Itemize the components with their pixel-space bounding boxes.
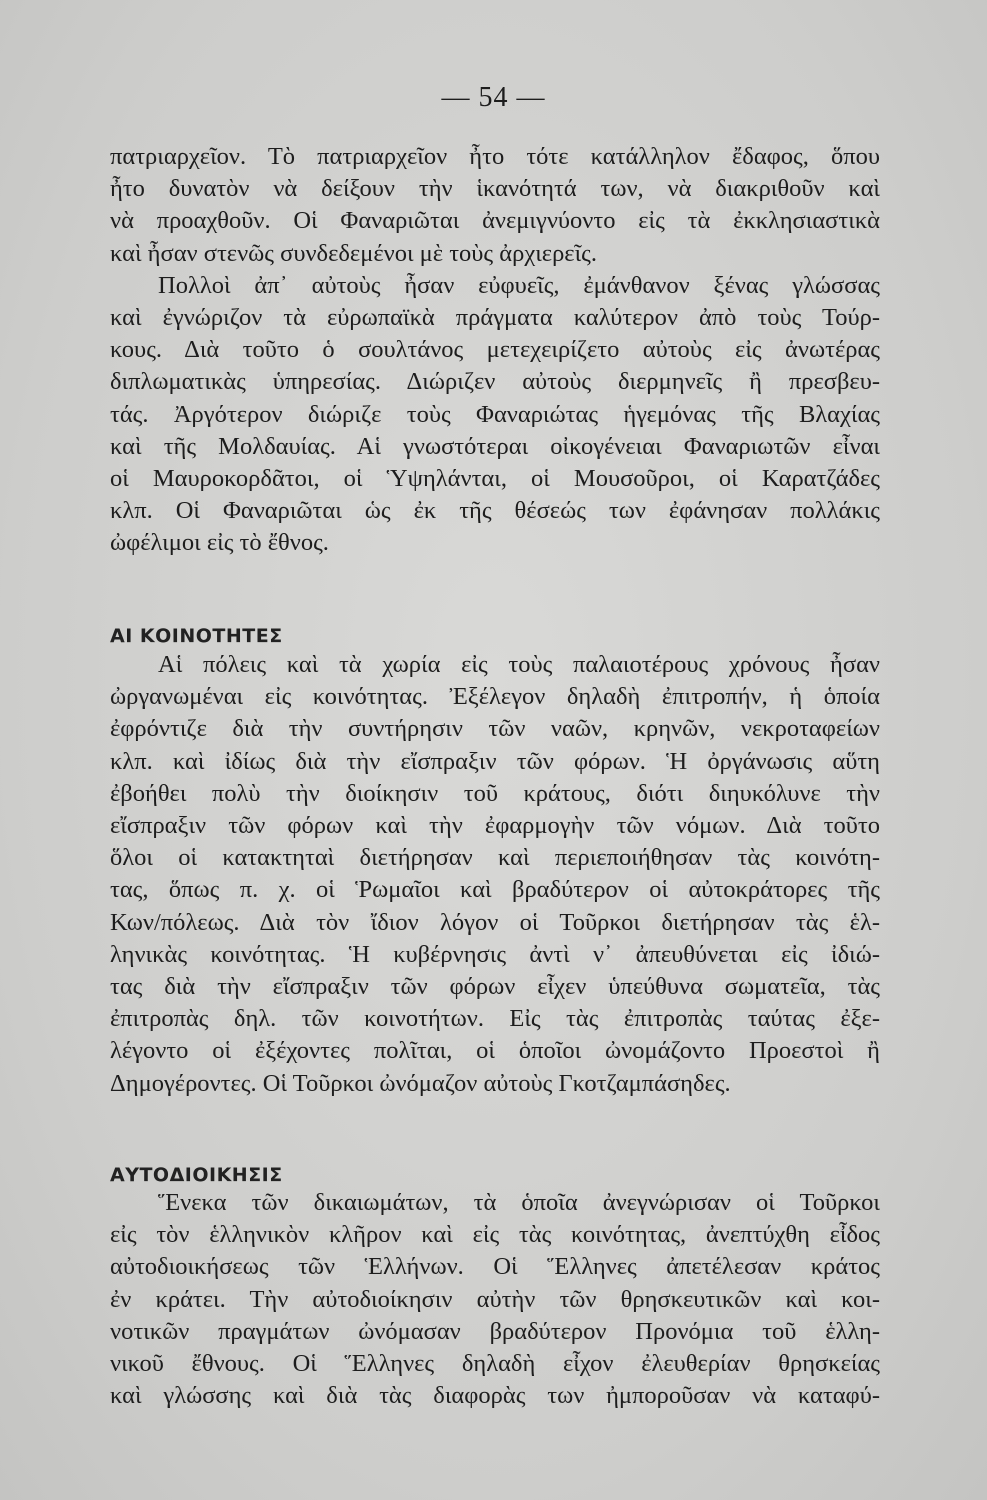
text-line: νικοῦ ἔθνους. Οἱ Ἕλληνες δηλαδὴ εἶχον ἐλευθερίαν θρησκείας	[110, 1350, 880, 1378]
paragraphs-self-government	[110, 1187, 880, 1412]
paragraphs-communities	[110, 649, 880, 1100]
text-line: ἐπιτροπὰς δηλ. τῶν κοινοτήτων. Εἰς τὰς ἐπιτροπὰς ταύτας ἐξε-	[110, 1005, 880, 1033]
text-line: ὠργανωμέναι εἰς κοινότητας. Ἐξέλεγον δηλαδὴ ἐπιτροπήν, ἡ ὁποία	[110, 683, 880, 711]
text-line: τας διὰ τὴν εἴσπραξιν τῶν φόρων εἶχεν ὑπεύθυνα σωματεῖα, τὰς	[110, 973, 880, 1001]
text-line: Πολλοὶ ἀπ᾽ αὐτοὺς ἦσαν εὐφυεῖς, ἐμάνθανον ξένας γλώσσας	[158, 271, 880, 299]
text-line: ὠφέλιμοι εἰς τὸ ἔθνος.	[110, 529, 329, 557]
text-line: ἦτο δυνατὸν νὰ δείξουν τὴν ἱκανότητά των, νὰ διακριθοῦν καὶ	[110, 175, 880, 203]
text-line: εἰς τὸν ἑλληνικὸν κλῆρον καὶ εἰς τὰς κοινότητας, ἀνεπτύχθη εἶδος	[110, 1221, 880, 1249]
text-line: καὶ γλώσσης καὶ διὰ τὰς διαφορὰς των ἠμποροῦσαν νὰ καταφύ-	[110, 1382, 880, 1410]
text-line: τας, ὅπως π. χ. οἱ Ῥωμαῖοι καὶ βραδύτερον οἱ αὐτοκράτορες τῆς	[110, 876, 880, 904]
text-line: ἐβοήθει πολὺ τὴν διοίκησιν τοῦ κράτους, διότι διηυκόλυνε τὴν	[110, 779, 880, 807]
text-line: εἴσπραξιν τῶν φόρων καὶ τὴν ἐφαρμογὴν τῶν νόμων. Διὰ τοῦτο	[110, 812, 880, 840]
section-heading-communities: ΑΙ ΚΟΙΝΟΤΗΤΕΣ	[110, 625, 283, 647]
text-line: νοτικῶν πραγμάτων ὠνόμασαν βραδύτερον Προνόμια τοῦ ἑλλη-	[110, 1317, 880, 1345]
text-line: κους. Διὰ τοῦτο ὁ σουλτάνος μετεχειρίζετο αὐτοὺς εἰς ἀνωτέρας	[110, 336, 880, 364]
text-line: καὶ ἦσαν στενῶς συνδεδεμένοι μὲ τοὺς ἀρχιερεῖς.	[110, 239, 598, 267]
section-heading-self-government: ΑΥΤΟΔΙΟΙΚΗΣΙΣ	[110, 1164, 283, 1186]
text-line: τάς. Ἀργότερον διώριζε τοὺς Φαναριώτας ἡγεμόνας τῆς Βλαχίας	[110, 400, 880, 428]
text-line: Ἕνεκα τῶν δικαιωμάτων, τὰ ὁποῖα ἀνεγνώρισαν οἱ Τοῦρκοι	[158, 1189, 880, 1216]
text-line: διπλωματικὰς ὑπηρεσίας. Διώριζεν αὐτοὺς διερμηνεῖς ἢ πρεσβευ-	[110, 368, 880, 396]
text-line: καὶ ἐγνώριζον τὰ εὐρωπαϊκὰ πράγματα καλύτερον ἀπὸ τοὺς Τούρ-	[110, 304, 880, 332]
text-line: ὅλοι οἱ κατακτηταὶ διετήρησαν καὶ περιεποιήθησαν τὰς κοινότη-	[110, 844, 880, 872]
text-line: αὐτοδιοικήσεως τῶν Ἑλλήνων. Οἱ Ἕλληνες ἀπετέλεσαν κράτος	[110, 1253, 880, 1281]
page-number: — 54 —	[441, 82, 546, 113]
text-line: κλπ. Οἱ Φαναριῶται ὡς ἐκ τῆς θέσεώς των ἐφάνησαν πολλάκις	[110, 497, 880, 525]
text-line: πατριαρχεῖον. Τὸ πατριαρχεῖον ἦτο τότε κατάλληλον ἔδαφος, ὅπου	[110, 143, 880, 170]
text-line: Κων/πόλεως. Διὰ τὸν ἴδιον λόγον οἱ Τοῦρκοι διετήρησαν τὰς ἑλ-	[110, 908, 880, 936]
text-line: Δημογέροντες. Οἱ Τοῦρκοι ὠνόμαζον αὐτοὺς Γκοτζαμπάσηδες.	[110, 1069, 731, 1097]
paragraphs-phanariots	[110, 141, 880, 560]
text-line: λέγοντο οἱ ἐξέχοντες πολῖται, οἱ ὁποῖοι ὠνομάζοντο Προεστοὶ ἢ	[110, 1037, 880, 1065]
text-line: οἱ Μαυροκορδᾶτοι, οἱ Ὑψηλάνται, οἱ Μουσοῦροι, οἱ Καρατζάδες	[110, 465, 880, 493]
text-line: κλπ. καὶ ἰδίως διὰ τὴν εἴσπραξιν τῶν φόρων. Ἡ ὀργάνωσις αὕτη	[110, 747, 880, 775]
text-line: νὰ προαχθοῦν. Οἱ Φαναριῶται ἀνεμιγνύοντο εἰς τὰ ἐκκλησιαστικὰ	[110, 207, 880, 235]
text-line: ἐν κράτει. Τὴν αὐτοδιοίκησιν αὐτὴν τῶν θρησκευτικῶν καὶ κοι-	[110, 1285, 880, 1313]
text-line: ληνικὰς κοινότητας. Ἡ κυβέρνησις ἀντὶ ν᾽ ἀπευθύνεται εἰς ἰδιώ-	[110, 940, 880, 968]
text-line: ἐφρόντιζε διὰ τὴν συντήρησιν τῶν ναῶν, κρηνῶν, νεκροταφείων	[110, 715, 880, 743]
text-line: καὶ τῆς Μολδαυίας. Αἱ γνωστότεραι οἰκογένειαι Φαναριωτῶν εἶναι	[110, 432, 880, 460]
text-line: Αἱ πόλεις καὶ τὰ χωρία εἰς τοὺς παλαιοτέρους χρόνους ἦσαν	[158, 651, 880, 678]
